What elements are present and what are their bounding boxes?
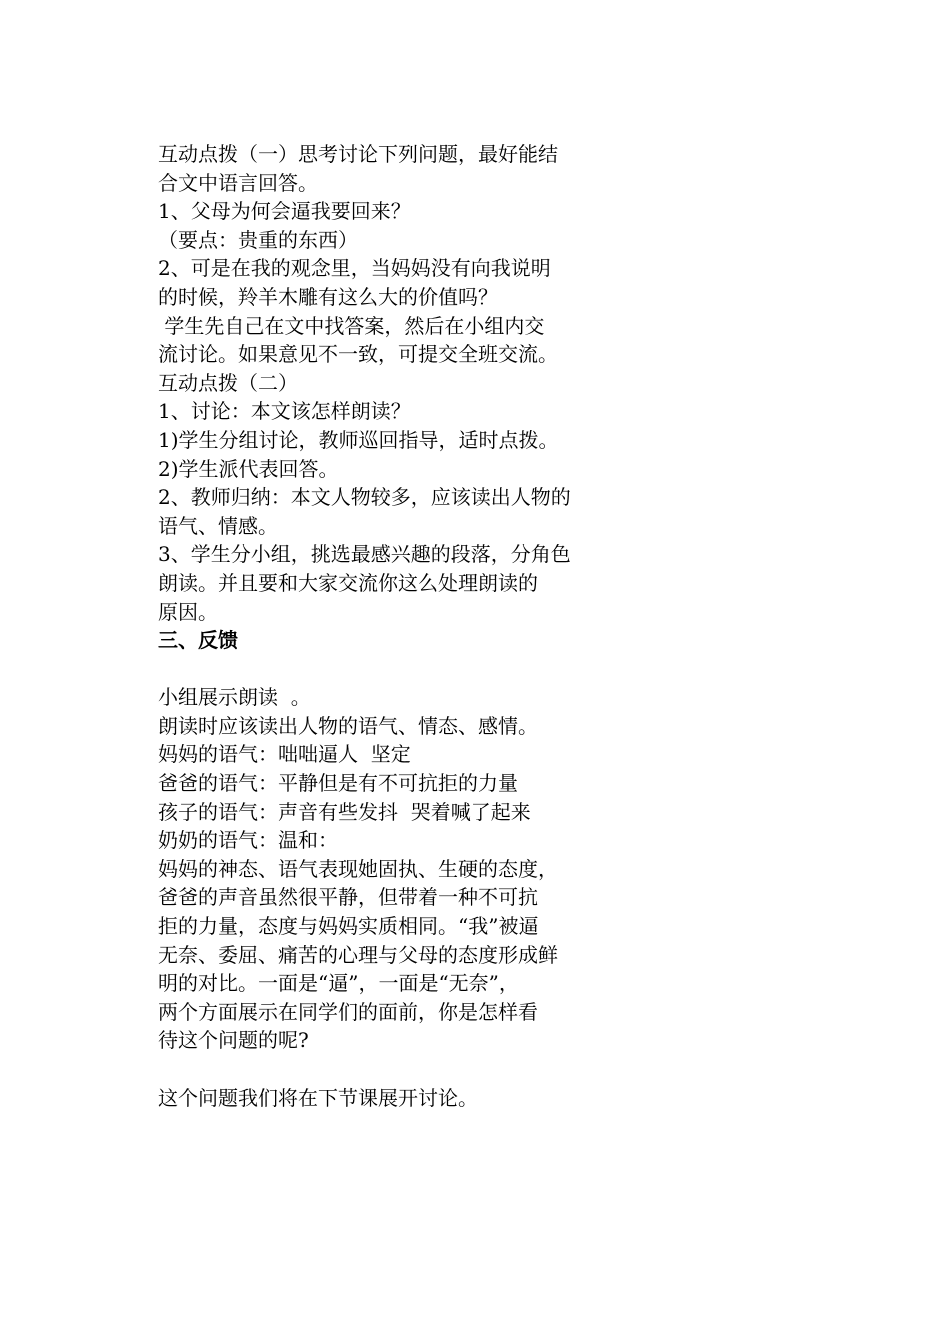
text-line: 爸爸的语气：平静但是有不可抗拒的力量 <box>158 771 518 796</box>
text-line: 两个方面展示在同学们的面前，你是怎样看 <box>158 999 538 1024</box>
text-line: 1)学生分组讨论，教师巡回指导，适时点拨。 <box>158 427 559 452</box>
text-line: 朗读时应该读出人物的语气、情态、感情。 <box>158 713 538 738</box>
text-line: 原因。 <box>158 599 218 624</box>
text-line: 2、可是在我的观念里，当妈妈没有向我说明 <box>158 256 551 281</box>
text-line: （要点：贵重的东西） <box>158 227 358 252</box>
document-body <box>158 140 590 1112</box>
text-line: 的时候，羚羊木雕有这么大的价值吗？ <box>158 284 498 309</box>
blank-line <box>158 1055 590 1084</box>
section-heading-feedback: 三、反馈 <box>158 628 238 653</box>
text-line: 互动点拨（一）思考讨论下列问题，最好能结 <box>158 142 558 166</box>
text-line: 2)学生派代表回答。 <box>158 456 339 481</box>
text-line: 爸爸的声音虽然很平静，但带着一种不可抗 <box>158 885 538 910</box>
text-line: 2、教师归纳：本文人物较多，应该读出人物的 <box>158 485 571 510</box>
text-line: 流讨论。如果意见不一致，可提交全班交流。 <box>158 342 558 367</box>
text-line: 3、学生分小组，挑选最感兴趣的段落，分角色 <box>158 542 571 567</box>
text-line: 1、讨论：本文该怎样朗读？ <box>158 399 411 424</box>
text-line: 明的对比。一面是“逼”，一面是“无奈”， <box>158 971 519 996</box>
text-line: 拒的力量，态度与妈妈实质相同。“我”被逼 <box>158 914 539 939</box>
text-line: 学生先自己在文中找答案，然后在小组内交 <box>158 313 545 338</box>
text-line: 无奈、委屈、痛苦的心理与父母的态度形成鲜 <box>158 942 558 967</box>
text-line: 小组展示朗读 。 <box>158 685 311 710</box>
text-line: 妈妈的语气：咄咄逼人 坚定 <box>158 742 411 767</box>
text-line: 这个问题我们将在下节课展开讨论。 <box>158 1085 478 1110</box>
text-line: 朗读。并且要和大家交流你这么处理朗读的 <box>158 570 538 595</box>
text-line: 1、父母为何会逼我要回来？ <box>158 199 411 224</box>
text-line: 语气、情感。 <box>158 513 278 538</box>
blank-line <box>158 655 590 684</box>
text-line: 待这个问题的呢? <box>158 1028 309 1053</box>
text-line: 孩子的语气：声音有些发抖 哭着喊了起来 <box>158 799 531 824</box>
section-heading: 互动点拨（二） <box>158 370 298 395</box>
text-line: 妈妈的神态、语气表现她固执、生硬的态度， <box>158 856 558 881</box>
text-line: 合文中语言回答。 <box>158 170 318 195</box>
text-line: 奶奶的语气：温和： <box>158 828 338 853</box>
